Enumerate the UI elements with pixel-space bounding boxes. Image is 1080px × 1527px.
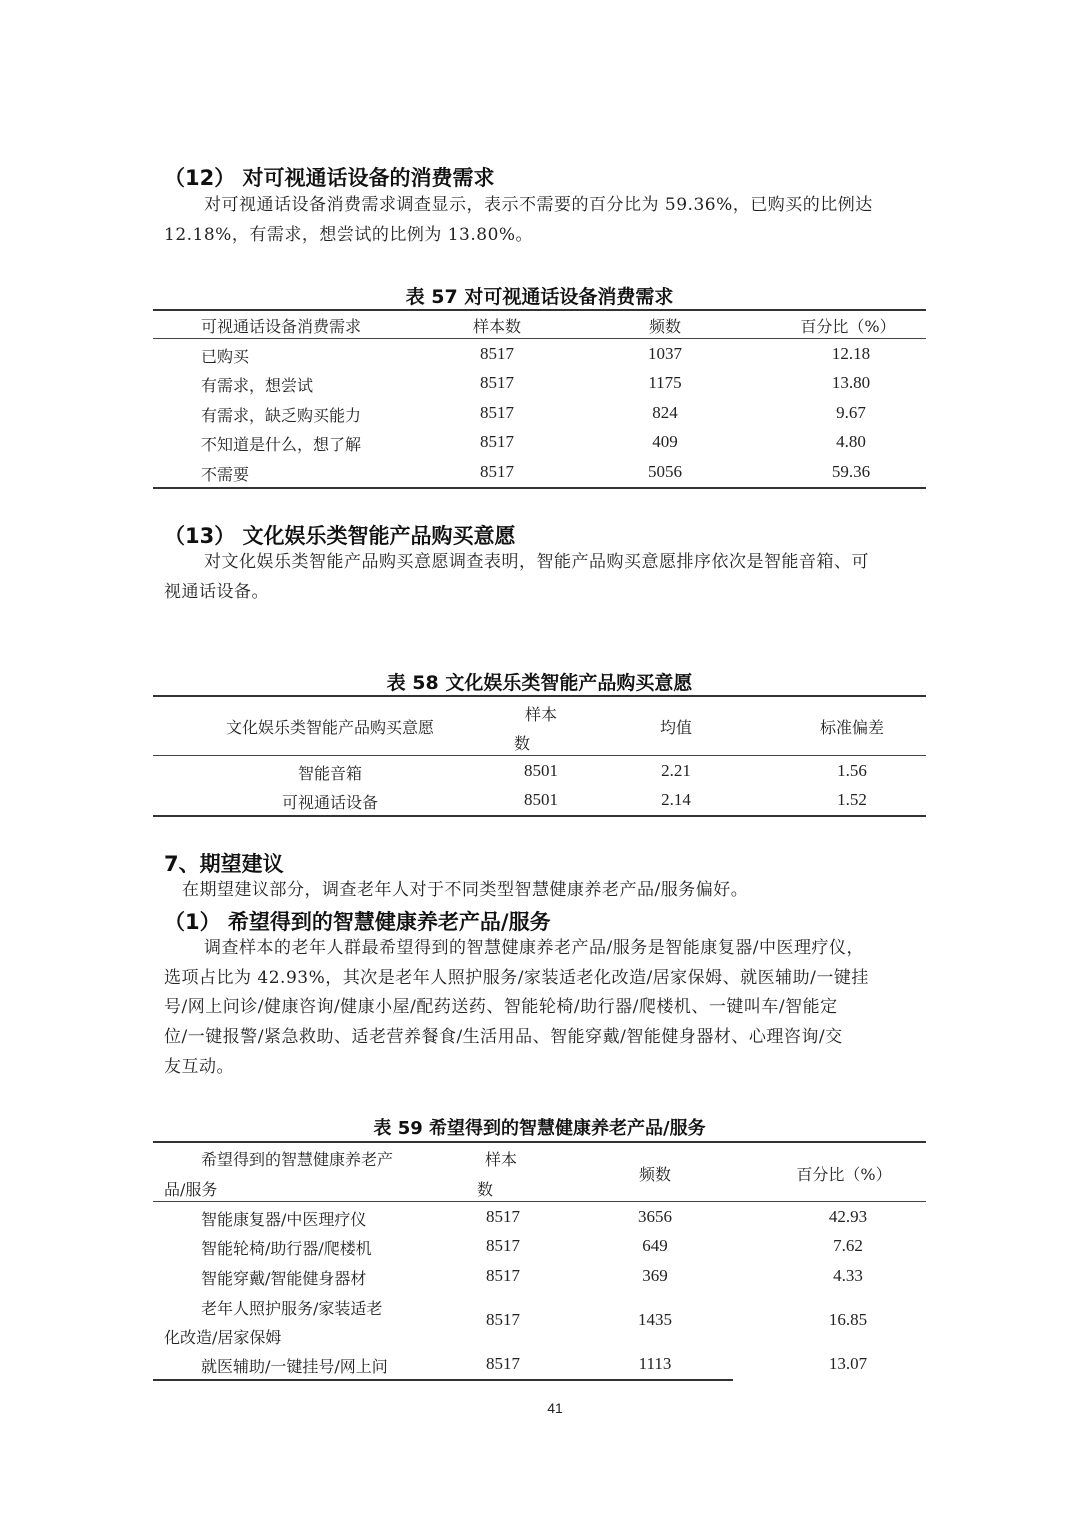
table-57-header-cell: 频数 <box>648 317 682 336</box>
section-7-1-line5: 友互动。 <box>164 1057 234 1077</box>
table-58-header-cell: 数 <box>514 734 531 753</box>
table-57-caption: 表 57 对可视通话设备消费需求 <box>405 286 674 308</box>
section-13-para-line2: 视通话设备。 <box>164 582 269 602</box>
table-59-header-cell: 频数 <box>638 1165 672 1184</box>
table-cell: 9.67 <box>836 403 866 422</box>
table-cell: 已购买 <box>201 347 250 366</box>
section-12-heading: （12） 对可视通话设备的消费需求 <box>164 166 495 190</box>
table-cell: 12.18 <box>831 344 871 363</box>
section-7-1-line3: 号/网上问诊/健康咨询/健康小屋/配药送药、智能轮椅/助行器/爬楼机、一键叫车/智能定 <box>164 997 838 1017</box>
table-cell: 5056 <box>648 462 682 481</box>
table-cell: 8501 <box>524 761 558 780</box>
section-7-1-line2: 选项占比为 42.93%，其次是老年人照护服务/家装适老化改造/居家保姆、就医辅助/一键挂 <box>164 968 869 988</box>
table-59-top-rule <box>153 1141 926 1143</box>
table-59-caption: 表 59 希望得到的智慧健康养老产品/服务 <box>373 1118 706 1139</box>
table-58-header-cell: 均值 <box>659 718 693 737</box>
table-58-header-cell: 文化娱乐类智能产品购买意愿 <box>225 718 435 737</box>
table-57-top-rule <box>153 309 926 311</box>
table-cell: 可视通话设备 <box>281 793 379 812</box>
table-cell: 13.80 <box>831 373 871 392</box>
table-57-bottom-rule <box>153 487 926 489</box>
table-cell: 1.52 <box>837 790 867 809</box>
table-58-header-rule <box>153 755 926 756</box>
page-number: 41 <box>547 1400 563 1416</box>
table-cell: 1435 <box>638 1310 672 1329</box>
table-57-header-cell: 可视通话设备消费需求 <box>201 317 362 336</box>
table-cell: 16.85 <box>828 1310 868 1329</box>
table-58-header-cell: 标准偏差 <box>819 718 885 737</box>
table-59-header-cell: 希望得到的智慧健康养老产 <box>201 1150 394 1169</box>
table-cell: 8517 <box>480 344 514 363</box>
table-cell: 1.56 <box>837 761 867 780</box>
table-cell: 不知道是什么，想了解 <box>201 435 362 454</box>
table-cell: 59.36 <box>831 462 871 481</box>
table-cell: 有需求，缺乏购买能力 <box>201 406 362 425</box>
section-7-intro: 在期望建议部分，调查老年人对于不同类型智慧健康养老产品/服务偏好。 <box>182 880 749 900</box>
table-cell: 13.07 <box>828 1354 868 1373</box>
table-cell: 409 <box>652 432 678 451</box>
table-cell: 8517 <box>486 1310 520 1329</box>
table-59-header-cell: 品/服务 <box>164 1180 218 1199</box>
table-cell: 不需要 <box>201 465 250 484</box>
table-58-caption: 表 58 文化娱乐类智能产品购买意愿 <box>386 672 693 694</box>
table-59-header-cell: 样本 <box>485 1150 518 1169</box>
section-7-heading: 7、期望建议 <box>164 852 284 876</box>
table-cell: 智能穿戴/智能健身器材 <box>201 1269 367 1288</box>
table-cell: 2.14 <box>661 790 691 809</box>
table-cell: 8517 <box>480 432 514 451</box>
table-cell: 4.33 <box>833 1266 863 1285</box>
table-cell: 8517 <box>486 1354 520 1373</box>
table-cell: 智能音箱 <box>297 764 363 783</box>
table-58-header-cell: 样本 <box>524 705 558 724</box>
table-cell: 649 <box>642 1236 668 1255</box>
table-cell: 1037 <box>648 344 682 363</box>
table-cell: 化改造/居家保姆 <box>164 1328 282 1347</box>
section-13-para-line1: 对文化娱乐类智能产品购买意愿调查表明，智能产品购买意愿排序依次是智能音箱、可 <box>204 552 869 572</box>
table-cell: 8517 <box>480 403 514 422</box>
table-cell: 1113 <box>638 1354 672 1373</box>
table-cell: 3656 <box>638 1207 672 1226</box>
table-cell: 智能康复器/中医理疗仪 <box>201 1210 367 1229</box>
table-57-header-rule <box>153 338 926 339</box>
table-cell: 8517 <box>486 1207 520 1226</box>
table-59-header-rule <box>153 1201 926 1202</box>
table-59-header-cell: 数 <box>477 1180 494 1199</box>
table-cell: 8517 <box>486 1236 520 1255</box>
table-58-top-rule <box>153 695 926 697</box>
section-12-para-line2: 12.18%，有需求，想尝试的比例为 13.80%。 <box>164 225 534 245</box>
table-cell: 7.62 <box>833 1236 863 1255</box>
table-cell: 1175 <box>648 373 682 392</box>
table-cell: 智能轮椅/助行器/爬楼机 <box>201 1239 372 1258</box>
table-58-bottom-rule <box>153 815 926 817</box>
table-cell: 8517 <box>480 373 514 392</box>
table-cell: 就医辅助/一键挂号/网上问 <box>201 1357 388 1376</box>
table-cell: 老年人照护服务/家装适老 <box>201 1299 383 1318</box>
table-cell: 824 <box>652 403 678 422</box>
table-cell: 8501 <box>524 790 558 809</box>
section-13-heading: （13） 文化娱乐类智能产品购买意愿 <box>164 524 516 548</box>
table-57-header-cell: 百分比（%） <box>800 317 896 336</box>
section-7-1-heading: （1） 希望得到的智慧健康养老产品/服务 <box>164 910 551 934</box>
section-12-para-line1: 对可视通话设备消费需求调查显示，表示不需要的百分比为 59.36%，已购买的比例达 <box>204 195 873 215</box>
table-cell: 4.80 <box>836 432 866 451</box>
table-cell: 8517 <box>486 1266 520 1285</box>
section-7-1-line1: 调查样本的老年人群最希望得到的智慧健康养老产品/服务是智能康复器/中医理疗仪， <box>204 938 864 958</box>
table-cell: 2.21 <box>661 761 691 780</box>
table-cell: 有需求，想尝试 <box>201 376 314 395</box>
table-cell: 369 <box>642 1266 668 1285</box>
table-cell: 42.93 <box>828 1207 868 1226</box>
table-57-header-cell: 样本数 <box>472 317 522 336</box>
table-59-bottom-rule <box>153 1379 733 1381</box>
table-cell: 8517 <box>480 462 514 481</box>
table-59-header-cell: 百分比（%） <box>796 1165 892 1184</box>
section-7-1-line4: 位/一键报警/紧急救助、适老营养餐食/生活用品、智能穿戴/智能健身器材、心理咨询/交 <box>164 1027 843 1047</box>
